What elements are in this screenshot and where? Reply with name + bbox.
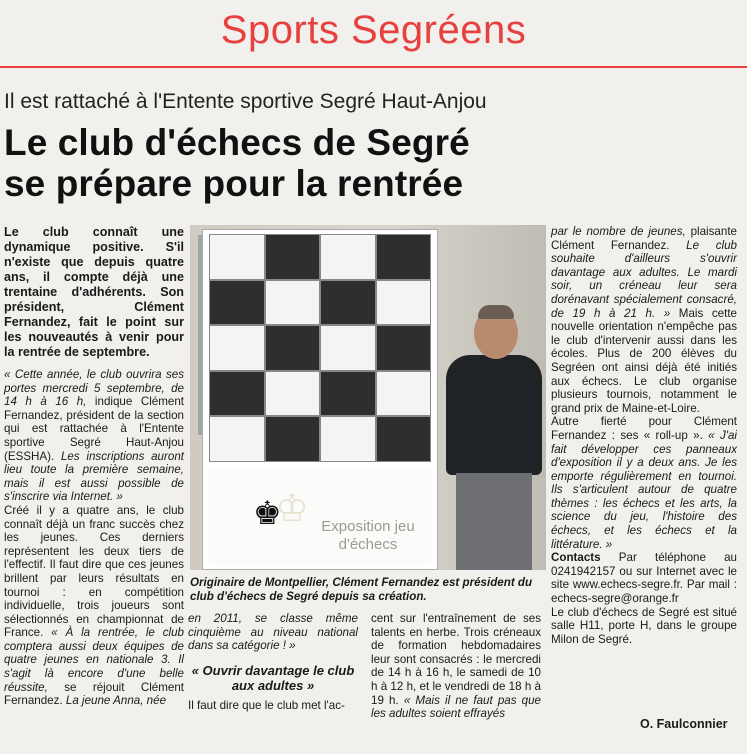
quote: La jeune Anna, née bbox=[62, 694, 167, 708]
exhibition-rollup-banner bbox=[202, 229, 438, 570]
text: Autre fierté pour Clément Fernandez : ses « roll-up ». bbox=[551, 415, 737, 442]
column-bottom-2 bbox=[371, 612, 541, 721]
intertitle: « Ouvrir davantage le club aux adultes » bbox=[191, 662, 355, 693]
article-photo bbox=[190, 225, 546, 570]
article-intro: Le club connaît une dynamique positive. S'il n'existe que depuis quatre ans, il compte déjà une trentaine d'adhérents. Son président, Clément Fernandez, fait le point sur les nouveautés à venir pour la rentrée de septembre. bbox=[4, 225, 184, 359]
text: cent sur l'entraînement de ses talents en herbe. Trois créneaux de formation hebdomadaires leur sont consacrés : le mercredi de 14 h à 16 h, le samedi de 10 h à 12 h, et le vendredi de 18 h à 19 h. bbox=[371, 612, 541, 707]
section-rubric: Sports Segréens bbox=[220, 8, 527, 52]
article-headline bbox=[4, 122, 744, 204]
quote: en 2011, se classe même cinquième au niveau national dans sa catégorie ! » bbox=[188, 612, 358, 653]
bottom1-paragraph bbox=[188, 612, 358, 653]
author-signature: O. Faulconnier bbox=[640, 717, 728, 731]
text: Créé il y a quatre ans, le club connaît déjà un franc succès chez les jeunes. Ces derniers représentent les deux tiers de l'effectif. Il faut dire que ces jeunes brillent par leurs résultats en tournoi : en compétition individuelle, trois joueurs sont sélectionnés en championnat de France. bbox=[4, 503, 184, 640]
left-paragraph-2 bbox=[4, 504, 184, 708]
quote: par le nombre de jeunes, bbox=[551, 225, 686, 238]
black-king-icon: ♚ bbox=[253, 494, 282, 532]
right-paragraph-1 bbox=[551, 225, 737, 415]
photo-caption: Originaire de Montpellier, Clément Fernandez est président du club d'échecs de Segré depuis sa création. bbox=[190, 576, 533, 603]
quote: « J'ai fait développer ces panneaux d'exposition il y a deux ans. Je les emporte régulièrement en tournoi. Ils s'articulent autour de quatre thèmes : les échecs et les arts, la science du jeu, l'histoire des échecs, et les échecs et la littérature. » bbox=[551, 428, 737, 551]
quote: Les inscriptions auront lieu toute la première semaine, mais il est aussi possible de s'inscrire via Internet. » bbox=[4, 449, 184, 504]
quote: « À la rentrée, le club comptera aussi deux équipes de quatre jeunes en nationale 3. Il s'agit là encore d'une belle réussite, bbox=[4, 626, 184, 694]
person-torso bbox=[446, 355, 542, 475]
column-right bbox=[551, 225, 737, 646]
chessboard-panel-grid bbox=[209, 234, 431, 462]
headline-line-2: se prépare pour la rentrée bbox=[4, 163, 464, 204]
column-bottom-1 bbox=[188, 612, 358, 712]
bottom2-paragraph bbox=[371, 612, 541, 721]
text: se réjouit Clément Fernandez. bbox=[4, 680, 184, 708]
quote: « Cette année, le club ouvrira ses portes mercredi 5 septembre, de 14 h à 16 h, bbox=[4, 368, 184, 409]
banner-title: Exposition jeu d'échecs bbox=[321, 518, 415, 553]
right-paragraph-2 bbox=[551, 415, 737, 551]
text: Mais cette nouvelle orientation n'empêche pas le club d'intervenir aussi dans les écoles. Plus de 200 élèves du Segréen ont ainsi déjà été initiés aux échecs. Le club organise plusieurs tournois, notamment le grand prix de Maine-et-Loire. bbox=[551, 306, 738, 415]
text: Par téléphone au 0241942157 ou sur Internet avec le site www.echecs-segre.fr. Par mail : echecs-segre@orange.fr bbox=[551, 551, 737, 606]
right-paragraph-4: Le club d'échecs de Segré est situé salle H11, porte H, dans le groupe Milon de Segré. bbox=[551, 605, 737, 646]
white-king-icon: ♔ bbox=[275, 486, 310, 530]
column-left bbox=[4, 225, 184, 708]
text: plaisante Clément Fernandez. bbox=[551, 225, 737, 252]
bottom1-paragraph-2: Il faut dire que le club met l'ac- bbox=[188, 698, 345, 712]
left-paragraph-1 bbox=[4, 368, 184, 504]
headline-line-1: Le club d'échecs de Segré bbox=[4, 122, 470, 163]
person-hair bbox=[478, 305, 514, 319]
quote: Le club souhaite d'ailleurs s'ouvrir davantage aux adultes. Le mardi soir, un créneau leur sera dorénavant spécialement consacré, de 19 h à 21 h. » bbox=[551, 238, 738, 320]
contacts-label: Contacts bbox=[551, 551, 601, 565]
text: indique Clément Fernandez, président de la section qui est rattachée à l'Entente sportive Segré Haut-Anjou (ESSHA). bbox=[4, 395, 184, 463]
right-paragraph-contacts bbox=[551, 551, 737, 605]
person-legs bbox=[456, 473, 532, 570]
article-kicker: Il est rattaché à l'Entente sportive Segré Haut-Anjou bbox=[4, 90, 487, 113]
rubric-divider bbox=[0, 66, 747, 68]
quote: « Mais il ne faut pas que les adultes soient effrayés bbox=[371, 693, 541, 721]
